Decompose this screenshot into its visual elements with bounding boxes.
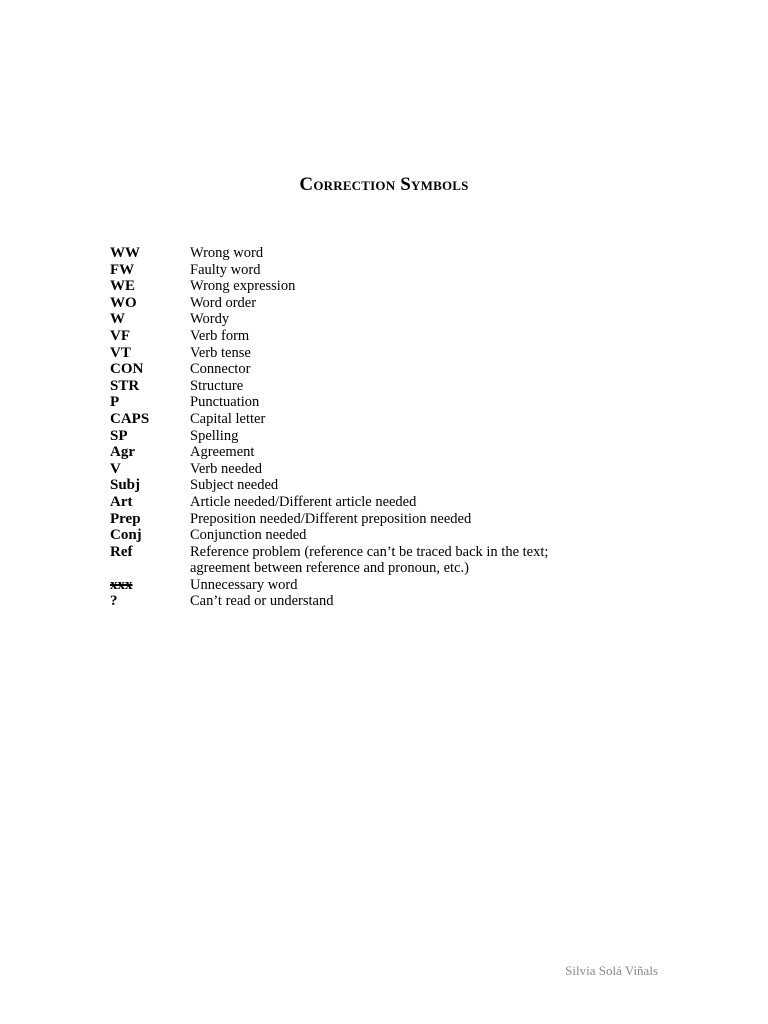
symbol-code: Subj xyxy=(110,477,141,494)
symbol-row xyxy=(110,494,670,511)
symbol-code: Conj xyxy=(110,527,142,544)
symbol-row xyxy=(110,311,670,328)
symbol-meaning-line: Preposition needed/Different preposition needed xyxy=(190,510,472,527)
symbol-code: STR xyxy=(110,377,140,394)
symbol-row xyxy=(110,361,670,378)
symbol-meaning xyxy=(190,461,670,478)
symbol-code: VT xyxy=(110,344,131,361)
symbol-meaning xyxy=(190,428,670,445)
page-title: Correction Symbols xyxy=(299,174,469,195)
symbol-row xyxy=(110,593,670,610)
symbol-meaning-line: Verb needed xyxy=(190,460,263,477)
symbol-meaning xyxy=(190,345,670,362)
symbol-code: xxx xyxy=(110,576,133,593)
symbol-meaning xyxy=(190,593,670,610)
symbol-meaning-line: Conjunction needed xyxy=(190,527,307,544)
symbol-meaning xyxy=(190,527,670,544)
symbol-meaning xyxy=(190,311,670,328)
symbol-meaning-line: agreement between reference and pronoun, etc.) xyxy=(190,560,469,577)
symbol-code: FW xyxy=(110,261,135,278)
symbol-meaning-line: Verb tense xyxy=(190,344,251,361)
symbol-meaning xyxy=(190,477,670,494)
symbol-meaning xyxy=(190,444,670,461)
symbol-meaning-line: Structure xyxy=(190,377,244,394)
symbol-code: Agr xyxy=(110,444,135,461)
symbol-row xyxy=(110,461,670,478)
symbol-row xyxy=(110,444,670,461)
symbol-meaning xyxy=(190,411,670,428)
symbol-row xyxy=(110,345,670,362)
symbol-code: VF xyxy=(110,327,130,344)
symbol-meaning-line: Word order xyxy=(190,294,257,311)
symbol-row xyxy=(110,328,670,345)
symbol-row xyxy=(110,394,670,411)
symbol-meaning xyxy=(190,328,670,345)
symbol-row xyxy=(110,262,670,279)
symbol-row xyxy=(110,577,670,594)
symbol-meaning-line: Spelling xyxy=(190,427,239,444)
symbol-meaning xyxy=(190,494,670,511)
symbol-meaning-line: Faulty word xyxy=(190,261,261,278)
symbol-row xyxy=(110,378,670,395)
symbol-meaning-line: Verb form xyxy=(190,327,250,344)
symbol-code: Ref xyxy=(110,543,133,560)
symbol-meaning xyxy=(190,295,670,312)
symbol-meaning-line: Article needed/Different article needed xyxy=(190,493,417,510)
symbol-meaning xyxy=(190,378,670,395)
symbol-meaning xyxy=(190,394,670,411)
symbol-meaning-line: Reference problem (reference can’t be traced back in the text; xyxy=(190,543,549,560)
symbol-code: V xyxy=(110,460,121,477)
symbol-meaning-line: Can’t read or understand xyxy=(190,593,334,610)
symbol-code: ? xyxy=(110,593,118,610)
symbol-code: SP xyxy=(110,427,128,444)
symbol-meaning xyxy=(190,262,670,279)
symbol-code: WO xyxy=(110,294,137,311)
symbol-code: WW xyxy=(110,245,140,261)
symbol-code: P xyxy=(110,394,120,411)
symbol-meaning xyxy=(190,577,670,594)
symbol-row xyxy=(110,544,670,577)
symbol-code: WE xyxy=(110,278,136,295)
author-footer: Silvia Solá Viñals xyxy=(565,963,658,978)
symbol-meaning-line: Wrong expression xyxy=(190,278,296,295)
symbol-meaning-line: Subject needed xyxy=(190,477,279,494)
symbol-row xyxy=(110,295,670,312)
symbol-meaning xyxy=(190,361,670,378)
symbol-meaning-line: Wrong word xyxy=(190,245,264,261)
symbol-row xyxy=(110,527,670,544)
symbol-meaning-line: Connector xyxy=(190,361,251,378)
symbol-code: Prep xyxy=(110,510,141,527)
symbol-meaning xyxy=(190,278,670,295)
symbol-code: Art xyxy=(110,493,133,510)
symbol-row xyxy=(110,428,670,445)
symbol-code: CON xyxy=(110,361,144,378)
symbol-row xyxy=(110,245,670,262)
symbol-row xyxy=(110,477,670,494)
symbol-meaning xyxy=(190,511,670,528)
symbol-code: W xyxy=(110,311,125,328)
symbol-meaning-line: Agreement xyxy=(190,444,255,461)
symbol-row xyxy=(110,411,670,428)
symbol-code: CAPS xyxy=(110,410,150,427)
symbol-meaning-line: Capital letter xyxy=(190,410,266,427)
symbol-meaning-line: Wordy xyxy=(190,311,230,328)
symbol-meaning xyxy=(190,245,670,262)
symbol-meaning xyxy=(190,544,670,577)
symbol-meaning-line: Unnecessary word xyxy=(190,576,298,593)
symbol-row xyxy=(110,511,670,528)
symbol-list xyxy=(110,245,670,610)
symbol-row xyxy=(110,278,670,295)
symbol-meaning-line: Punctuation xyxy=(190,394,260,411)
